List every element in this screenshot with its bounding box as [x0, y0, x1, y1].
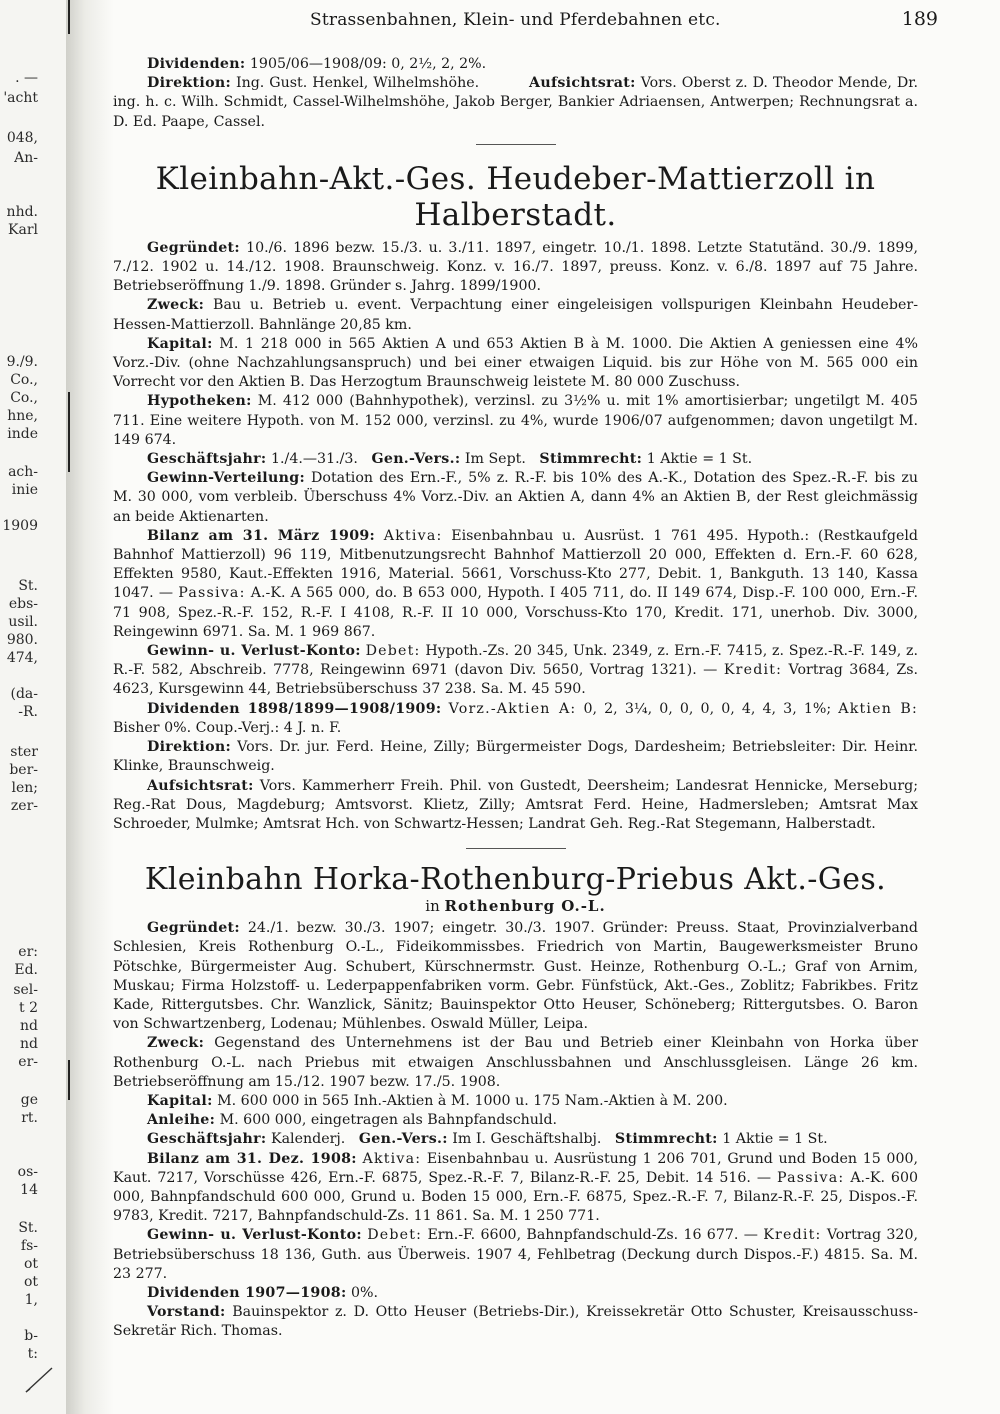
text: Bau u. Betrieb u. event. Verpachtung einer eingeleisigen vollspurigen Kleinbahn Heudeber-Hessen-Mattierzoll. Bahnlänge 20,85 km. [113, 297, 918, 333]
label: Direktion: [147, 739, 231, 756]
label: Gegründet: [147, 920, 240, 937]
label: Aufsichtsrat: [529, 75, 636, 92]
margin-fragment: inde [7, 426, 38, 442]
text: Bauinspektor z. D. Otto Heuser (Betriebs-Dir.), Kreissekretär Otto Schuster, Kreisausschuss-Sekretär Rich. Thomas. [113, 1304, 918, 1340]
gutter-shadow [68, 0, 70, 34]
text: Vortrag 3684, Zs. 4623, Kursgewinn 44, Betriebsüberschuss 37 238. Sa. M. 45 590. [113, 662, 919, 698]
top-direktion-aufsichtsrat [113, 74, 918, 132]
text: Bisher 0%. Coup.-Verj.: 4 J. n. F. [113, 719, 342, 736]
margin-fragment: (da- [10, 686, 38, 702]
entry2-bilanz [113, 1150, 918, 1227]
text: M. 600 000, eingetragen als Bahnpfandschuld. [219, 1112, 558, 1129]
entry1-gegruendet [113, 239, 918, 297]
top-dividenden [113, 55, 918, 74]
spaced-label: Passiva: [777, 1169, 845, 1186]
label: Zweck: [147, 297, 205, 314]
label: Bilanz am 31. März 1909: [147, 527, 376, 544]
entry2-gewinn-verlust [113, 1226, 918, 1284]
entry-title: Kleinbahn Horka-Rothenburg-Priebus Akt.-Ges. [144, 862, 887, 898]
entry1-zweck [113, 296, 918, 334]
entry2-kapital [113, 1092, 918, 1111]
spaced-label: Vorz.-Aktien A: [448, 700, 577, 717]
entry-title: Kleinbahn-Akt.-Ges. Heudeber-Mattierzoll in Halberstadt. [155, 160, 876, 233]
label: Dividenden 1907—1908: [147, 1284, 347, 1301]
margin-fragment: 9./9. [6, 354, 38, 370]
margin-fragment: An- [14, 150, 38, 166]
text: Gegenstand des Unternehmens ist der Bau und Betrieb einer Kleinbahn von Horka über Rothenburg O.-L. nach Priebus mit etwaigen Anschlussbahnen und Anschlussgleisen. Länge 26 km. Betriebseröffnung am 15./12. 1907 bezw. 17./5. 1908. [113, 1035, 918, 1090]
entry1-direktion [113, 738, 918, 776]
text: Vors. Oberst z. D. Theodor Mende, Dr. ing. h. c. Wilh. Schmidt, Cassel-Wilhelmshöhe, Jakob Berger, Bankier Adriaensen, Antwerpen; Rechnungsrat a. D. Ed. Paape, Cassel. [113, 75, 919, 130]
margin-fragment: 474, [6, 650, 38, 666]
margin-fragment: 048, [6, 130, 38, 146]
spaced-label: Passiva: [178, 585, 246, 602]
entry1-hypotheken [113, 392, 918, 450]
label: Gewinn- u. Verlust-Konto: [147, 1227, 362, 1244]
label: Bilanz am 31. Dez. 1908: [147, 1150, 357, 1167]
margin-fragment: Karl [8, 222, 38, 238]
margin-fragment: nd [20, 1018, 38, 1034]
entry1-aufsichtsrat [113, 777, 918, 835]
text: 0, 2, 3¼, 0, 0, 0, 0, 4, 4, 3, 1%; [583, 700, 832, 717]
page-content [113, 55, 918, 1342]
margin-fragment: nd [20, 1036, 38, 1052]
page-number: 189 [901, 8, 938, 30]
margin-fragment: ot [23, 1256, 38, 1272]
margin-fragment: usil. [8, 614, 38, 630]
separator-rule [466, 848, 566, 849]
label: Gen.-Vers.: [371, 451, 461, 468]
spaced-label: Aktiva: [383, 527, 443, 544]
separator-rule [476, 144, 556, 145]
margin-fragment: t: [27, 1346, 38, 1362]
text: Eisenbahnbau u. Ausrüst. 1 761 495. Hypoth.: (Restkaufgeld Bahnhof Mattierzoll) 96 119, Mitbenutzungsrecht Bahnhof Mattierzoll 20 000, Effekten d. Ern.-F. 60 628, Effekten 9580, Kaut.-Effekten 1916, Material. 5661, Vorschuss-Kto 277, Debit. 1, Bankguth. 13 140, Kassa 1047. — [113, 527, 918, 602]
text: Im I. Geschäftshalbj. [452, 1131, 602, 1148]
margin-fragment: -R. [18, 704, 38, 720]
text: 1 Aktie = 1 St. [722, 1131, 828, 1148]
page-gutter [66, 0, 114, 1414]
text: 1./4.—31./3. [271, 451, 358, 468]
margin-fragment: 14 [20, 1182, 38, 1198]
text: 1905/06—1908/09: 0, 2½, 2, 2%. [249, 56, 487, 72]
margin-fragment: er: [18, 944, 38, 960]
label: Dividenden: [147, 56, 246, 72]
entry2-geschaeftsjahr [113, 1130, 918, 1149]
label: Kapital: [147, 335, 213, 352]
text: M. 600 000 in 565 Inh.-Aktien à M. 1000 u. 175 Nam.-Aktien à M. 200. [217, 1092, 728, 1109]
margin-fragment: Ed. [14, 962, 38, 978]
left-margin-bleed [0, 0, 67, 1414]
entry1-dividenden [113, 700, 918, 738]
spaced-label: Aktien B: [838, 700, 918, 717]
text: 0%. [351, 1284, 379, 1301]
entry2-gegruendet [113, 919, 918, 1034]
margin-fragment: 'acht [3, 90, 38, 106]
entry2-dividenden [113, 1284, 918, 1303]
entry1-bilanz [113, 527, 918, 642]
subtitle-place: Rothenburg O.-L. [444, 897, 606, 916]
text: M. 412 000 (Bahnhypothek), verzinsl. zu 3½% u. mit 1% amortisierbar; ungetilgt M. 405 711. Eine weitere Hypoth. von M. 152 000, verzinsl. zu 4%, wurde 1906/07 aufgenommen; davon ungetilgt M. 149 674. [113, 393, 918, 448]
margin-fragment: Co., [10, 372, 38, 388]
label: Stimmrecht: [539, 451, 643, 468]
text: Dotation des Ern.-F., 5% z. R.-F. bis 10% des A.-K., Dotation des Spez.-R.-F. bis zu M. 30 000, vom verbleib. Überschuss 4% Vorz.-Div. an Aktien A, dann 4% an Aktien B, der Rest gleichmässig an beide Aktienarten. [113, 470, 918, 525]
entry2-zweck [113, 1034, 918, 1092]
running-title: Strassenbahnen, Klein- und Pferdebahnen etc. [310, 10, 721, 30]
margin-fragment: ge [20, 1092, 38, 1108]
spaced-label: Debet: [365, 643, 421, 660]
margin-fragment: hne, [7, 408, 38, 424]
margin-fragment: ot [23, 1274, 38, 1290]
text: Eisenbahnbau u. Ausrüstung 1 206 701, Grund und Boden 15 000, Kaut. 7217, Vorschüsse 426, Ern.-F. 6875, Spez.-R.-F. 7, Bilanz-R.-F. 25, Debit. 14 516. — [113, 1150, 919, 1186]
label: Hypotheken: [147, 393, 252, 410]
label: Dividenden 1898/1899—1908/1909: [147, 700, 442, 717]
margin-fragment: St. [18, 1220, 38, 1236]
text: M. 1 218 000 in 565 Aktien A und 653 Aktien B à M. 1000. Die Aktien A geniessen eine 4% Vorz.-Div. (ohne Nachzahlungsanspruch) und bei einer etwaigen Liquid. bis zur Höhe von M. 565 000 ein Vorrecht vor den Aktien B. Das Herzogtum Braunschweig leistete M. 80 000 Zuschuss. [113, 335, 918, 391]
label: Gen.-Vers.: [358, 1131, 448, 1148]
margin-fragment: St. [18, 578, 38, 594]
label: Vorstand: [147, 1304, 226, 1321]
label: Geschäftsjahr: [147, 451, 267, 468]
text: 1 Aktie = 1 St. [646, 451, 753, 468]
text: 24./1. bezw. 30./3. 1907; eingetr. 30./3. 1907. Gründer: Preuss. Staat, Provinzialverband Schlesien, Kreis Rothenburg O.-L., Fideikommissbes. Friedrich von Martin, Baugewerksmeister Bruno Pötschke, Bürgermeister Aug. Schubert, Kürschnermstr. Gust. Heinze, Rothenburg O.-L.; Graf von Arnim, Muskau; Firma Holzstoff- u. Lederpappenfabriken vorm. Gebr. Fünfstück, Akt.-Ges., Zoblitz; Fabrikbes. Fritz Kade, Rittergutsbes. Chr. Wanzlick, Sänitz; Bauinspektor Otto Heuser, Schöneberg; Rittergutsbes. O. Baron von Schwartzenberg, Lodenau; Mühlenbes. Oswald Müller, Leipa. [113, 920, 918, 1033]
margin-fragment: 980. [6, 632, 38, 648]
text: Vors. Dr. jur. Ferd. Heine, Zilly; Bürgermeister Dogs, Dardesheim; Betriebsleiter: Dir. Heinr. Klinke, Braunschweig. [113, 739, 918, 775]
margin-fragment: inie [11, 482, 38, 498]
text: Ern.-F. 6600, Bahnpfandschuld-Zs. 16 677. — [427, 1227, 758, 1244]
spaced-label: Kredit: [723, 662, 783, 679]
text: A.-K. 600 000, Bahnpfandschuld 600 000, Grund u. Boden 15 000, Ern.-F. 6875, Spez.-R.-F. 7, Bilanz-R.-F. 25, Dispos.-F. 9783, Kredit. 7217, Bahnpfandschuld-Zs. 11 861. Sa. M. 1 250 771. [113, 1169, 918, 1225]
margin-fragment: er- [18, 1054, 38, 1070]
margin-fragment: . — [15, 70, 38, 86]
margin-fragment: Co., [10, 390, 38, 406]
text: Ing. Gust. Henkel, Wilhelmshöhe. [235, 75, 480, 92]
margin-fragment: ber- [9, 762, 38, 778]
text: Kalenderj. [271, 1131, 346, 1148]
text: A.-K. A 565 000, do. B 653 000, Hypoth. I 405 711, do. II 149 674, Disp.-F. 100 000, Ern.-F. 71 908, Spez.-R.-F. 152, R.-F. I 4108, R.-F. II 10 000, Vorschuss-Kto 170, Kredit. 171, unerhob. Div. 3000, Reingewinn 6971. Sa. M. 1 969 867. [113, 585, 918, 640]
label: Gewinn-Verteilung: [147, 470, 305, 487]
running-header [300, 8, 940, 34]
subtitle-prefix: in [425, 897, 440, 916]
entry2-anleihe [113, 1111, 918, 1130]
text: Vortrag 320, Betriebsüberschuss 18 136, Guth. aus Überweis. 1907 4, Fehlbetrag (Deckung durch Dispos.-F.) 4815. Sa. M. 23 277. [113, 1227, 918, 1282]
margin-fragment: os- [17, 1164, 38, 1180]
text: Im Sept. [464, 451, 526, 468]
margin-fragment: sel- [13, 982, 38, 998]
entry-subtitle [113, 897, 918, 915]
label: Gewinn- u. Verlust-Konto: [147, 643, 361, 660]
margin-fragment: ach- [8, 464, 38, 480]
spaced-label: Kredit: [763, 1227, 822, 1244]
spaced-label: Aktiva: [362, 1150, 422, 1167]
text: Hypoth.-Zs. 20 345, Unk. 2349, z. Ern.-F. 7415, z. Spez.-R.-F. 149, z. R.-F. 582, Abschreib. 7778, Reingewinn 6971 (davon Div. 5650, Vortrag 1321). — [113, 643, 919, 679]
label: Zweck: [147, 1035, 205, 1052]
entry1-geschaeftsjahr [113, 450, 918, 469]
margin-fragment: 1, [24, 1292, 38, 1308]
label: Gegründet: [147, 239, 240, 256]
margin-fragment: fs- [20, 1238, 38, 1254]
margin-fragment: nhd. [6, 204, 38, 220]
label: Stimmrecht: [614, 1131, 718, 1148]
margin-fragment: ster [10, 744, 38, 760]
text: 10./6. 1896 bezw. 15./3. u. 3./11. 1897, eingetr. 10./1. 1898. Letzte Statutänd. 30./9. 1899, 7./12. 1902 u. 14./12. 1908. Braunschweig. Konz. v. 16./7. 1897, preuss. Konz. v. 6./8. 1897 auf 75 Jahre. Betriebseröffnung 1./9. 1898. Gründer s. Jahrg. 1899/1900. [113, 239, 918, 295]
margin-fragment: ebs- [8, 596, 38, 612]
margin-fragment: t 2 [19, 1000, 38, 1016]
entry1-kapital [113, 335, 918, 393]
spaced-label: Debet: [367, 1227, 423, 1244]
margin-fragment: b- [24, 1328, 38, 1344]
text: Vors. Kammerherr Freih. Phil. von Gustedt, Deersheim; Landesrat Hennicke, Merseburg; Reg.-Rat Dous, Magdeburg; Amtsvorst. Klietz, Zilly; Amtsrat Ferd. Heine, Hadmersleben; Amtsrat Max Schroeder, Mulmke; Amtsrat Hch. von Schwartz-Hessen; Landrat Geh. Reg.-Rat Stegemann, Halberstadt. [113, 777, 918, 832]
entry2-vorstand [113, 1303, 918, 1341]
label: Geschäftsjahr: [147, 1131, 267, 1148]
label: Anleihe: [147, 1112, 216, 1129]
pencil-mark-icon [22, 1362, 56, 1396]
gutter-shadow [68, 1060, 70, 1100]
margin-fragment: 1909 [2, 518, 38, 534]
entry1-gewinn-verlust [113, 642, 918, 700]
margin-fragment: zer- [10, 798, 38, 814]
label: Kapital: [147, 1092, 213, 1109]
margin-fragment: len; [11, 780, 38, 796]
gutter-shadow [68, 392, 70, 472]
entry1-gewinn-verteilung [113, 469, 918, 527]
margin-fragment: rt. [21, 1110, 38, 1126]
label: Aufsichtsrat: [147, 777, 254, 794]
label: Direktion: [147, 75, 231, 92]
